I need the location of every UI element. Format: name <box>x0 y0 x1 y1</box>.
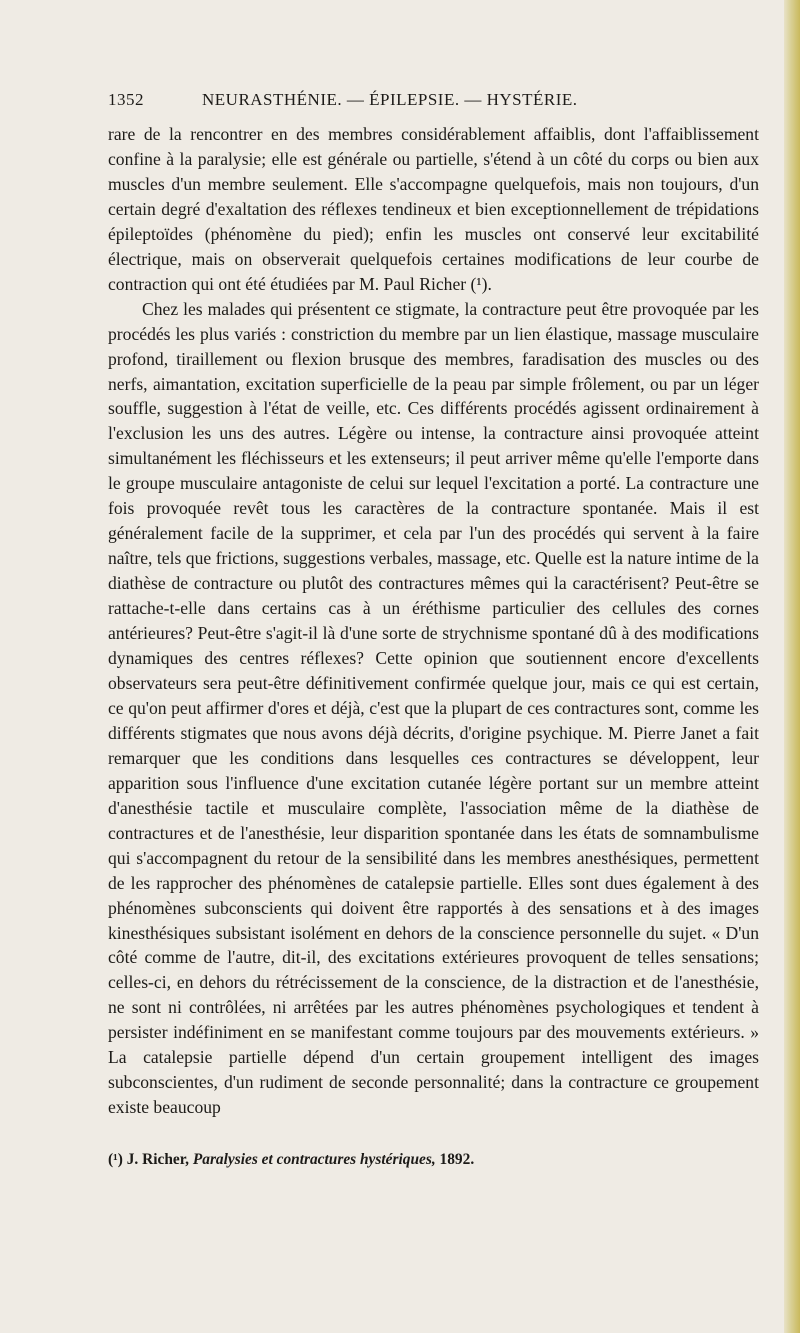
footnote-year: 1892. <box>439 1151 475 1168</box>
footnote-marker: (¹) J. Richer, <box>108 1151 189 1168</box>
footnote <box>108 1150 759 1170</box>
paragraph: Chez les malades qui présentent ce stigmate, la contracture peut être provoquée par les procédés les plus variés : constriction du membre par un lien élastique, massage musculaire profond, tiraillement ou flexion brusque des membres, faradisation des muscles ou des nerfs, aimantation, excitation superficielle de la peau par simple frôlement, ou par un léger souffle, suggestion à l'état de veille, etc. Ces différents procédés agissent ordinairement à l'exclusion les uns des autres. Légère ou intense, la contracture ainsi provoquée atteint simultanément les fléchisseurs et les extenseurs; il peut arriver même qu'elle l'emporte dans le groupe musculaire antagoniste de celui sur lequel l'excitation a porté. La contracture une fois provoquée revêt tous les caractères de la contracture spontanée. Mais il est généralement facile de la supprimer, et cela par l'un des procédés qui servent à la faire naître, tels que frictions, suggestions verbales, massage, etc. Quelle est la nature intime de la diathèse de contracture ou plutôt des contractures mêmes qui la caractérisent? Peut-être se rattache-t-elle dans certains cas à un éréthisme particulier des cellules des cornes antérieures? Peut-être s'agit-il là d'une sorte de strychnisme spontané dû à des modifications dynamiques des centres réflexes? Cette opinion que soutiennent encore d'excellents observateurs sera peut-être définitivement confirmée quelque jour, mais ce qui est certain, ce qu'on peut affirmer d'ores et déjà, c'est que la plupart de ces contractures sont, comme les différents stigmates que nous avons déjà décrits, d'origine psychique. M. Pierre Janet a fait remarquer que les conditions dans lesquelles ces contractures se développent, leur apparition sous l'influence d'une excitation cutanée légère portant sur un membre atteint d'anesthésie tactile et musculaire complète, l'association même de la diathèse de contractures et de l'anesthésie, leur disparition spontanée dans les états de somnambulisme qui s'accompagnent du retour de la sensibilité dans les membres anesthésiques, permettent de les rapprocher des phénomènes de catalepsie partielle. Elles sont dues également à des phénomènes subconscients qui doivent être rapportés à des sensations et à des images kinesthésiques subsistant isolément en dehors de la conscience personnelle du sujet. « D'un côté comme de l'autre, dit-il, des excitations extérieures provoquent de telles sensations; celles-ci, en dehors du rétrécissement de la conscience, de la distraction et de l'anesthésie, ne sont ni contrôlées, ni arrêtées par les autres phénomènes psychologiques et tendent à persister indéfiniment en se manifestant comme toujours par des mouvements extérieurs. » La catalepsie partielle dépend d'un certain groupement intelligent des images subconscientes, d'un rudiment de seconde personnalité; dans la contracture ce groupement existe beaucoup <box>108 298 759 1118</box>
paragraph: rare de la rencontrer en des membres considérablement affaiblis, dont l'affaiblissement confine à la paralysie; elle est générale ou partielle, s'étend à un côté du corps ou bien aux muscles d'un membre seulement. Elle s'accompagne quelquefois, mais non toujours, d'un certain degré d'exaltation des réflexes tendineux et bien exceptionnellement de trépidations épileptoïdes (phénomène du pied); enfin les muscles ont conservé leur excitabilité électrique, mais on observerait quelquefois certaines modifications de leur courbe de contraction qui ont été étudiées par M. Paul Richer (¹). <box>108 124 759 294</box>
footnote-title: Paralysies et contractures hystériques, <box>192 1151 436 1168</box>
body-text <box>108 122 759 1120</box>
running-title: NEURASTHÉNIE. — ÉPILEPSIE. — HYSTÉRIE. <box>202 90 578 109</box>
page-number: 1352 <box>108 90 144 109</box>
page-header <box>108 90 628 114</box>
page-edge <box>784 0 800 1333</box>
